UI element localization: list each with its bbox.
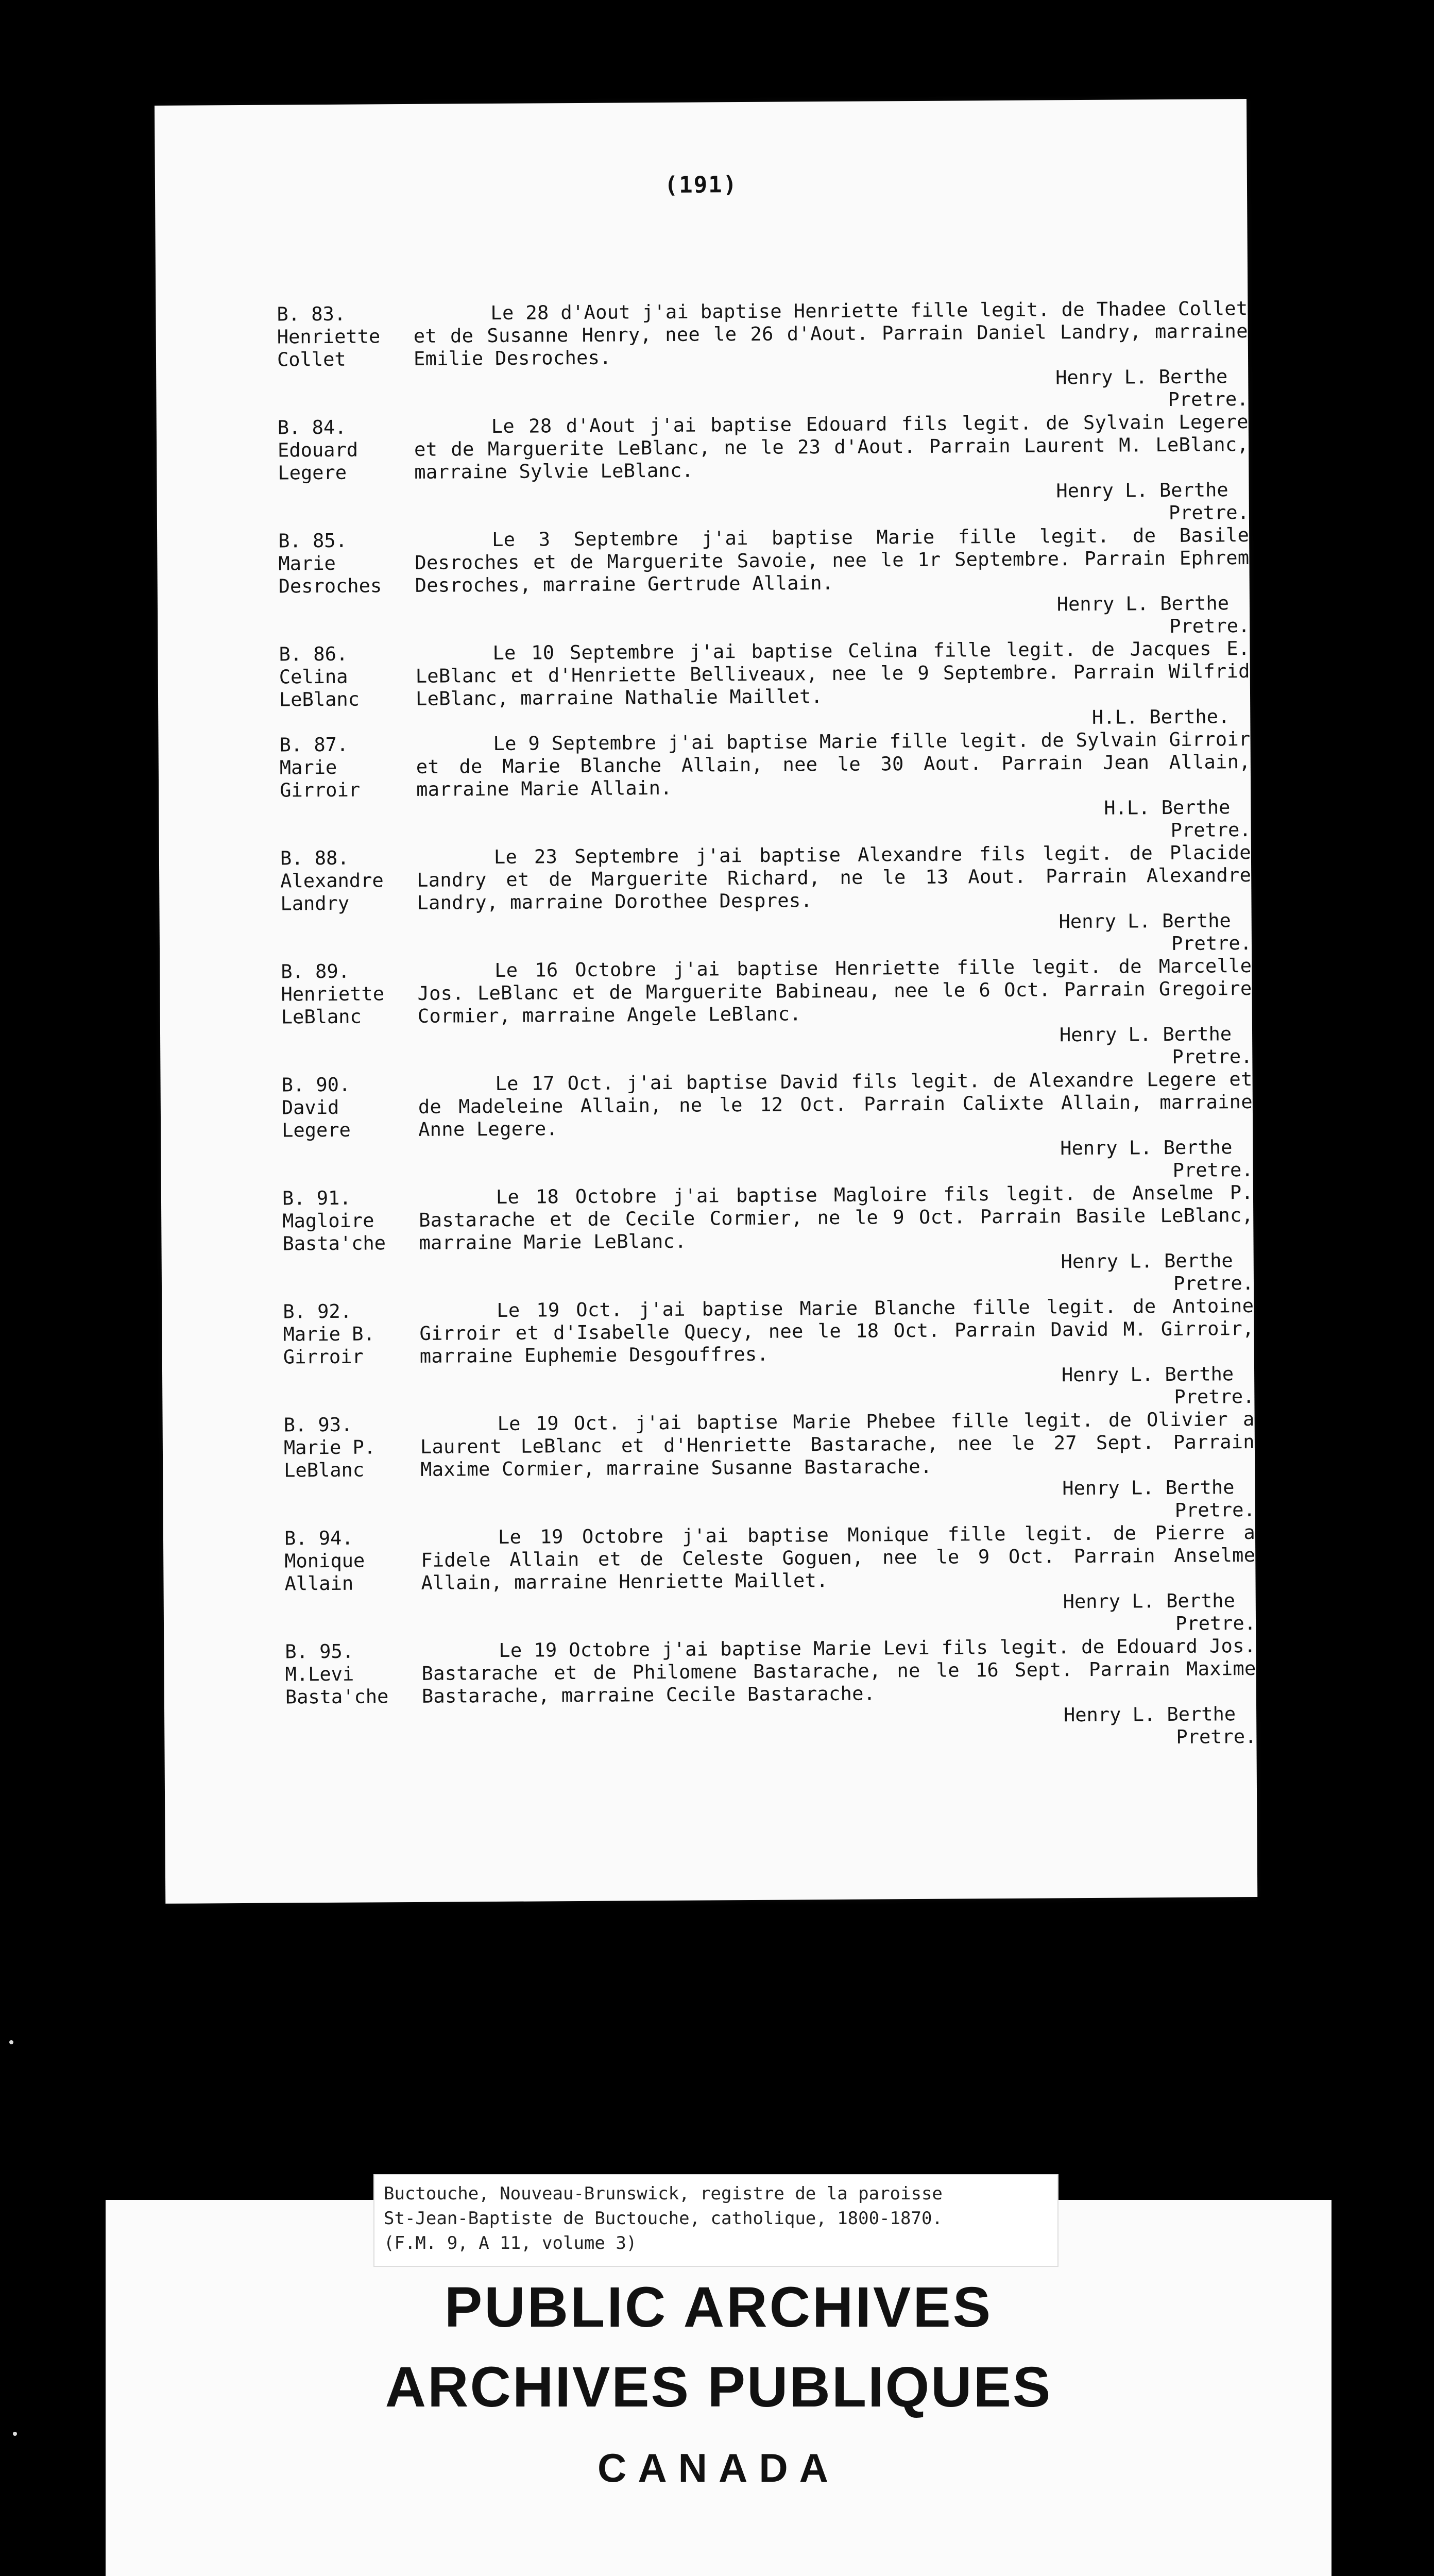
archive-title-french: ARCHIVES PUBLIQUES (385, 2355, 1052, 2419)
priest-title: Pretre. (1173, 1272, 1254, 1295)
baptism-entry (281, 955, 1260, 1074)
entry-text: Le 16 Octobre j'ai baptise Henriette fille legit. de Marcelle Jos. LeBlanc et de Marguerite Babineau, nee le 6 Oct. Parrain Gregoire Cormier, marraine Angele LeBlanc. (417, 955, 1252, 1027)
page-number: (191) (664, 172, 738, 198)
entry-margin-label (281, 960, 418, 1074)
margin-line: Basta'che (282, 1232, 386, 1255)
margin-line: Desroches (278, 574, 382, 598)
priest-signature: Henry L. Berthe (1059, 909, 1231, 933)
margin-line: LeBlanc (284, 1459, 365, 1482)
baptism-entry (282, 1181, 1261, 1301)
margin-line: B. 92. (283, 1300, 352, 1323)
entry-body (421, 1635, 1256, 1753)
margin-line: B. 90. (281, 1073, 351, 1096)
margin-line: Monique (284, 1549, 365, 1572)
baptism-entry (279, 637, 1258, 734)
priest-title: Pretre. (1174, 1385, 1255, 1408)
priest-signature: Henry L. Berthe (1060, 1136, 1233, 1160)
baptism-entry (285, 1635, 1264, 1754)
entry-text: Le 28 d'Aout j'ai baptise Edouard fils legit. de Sylvain Legere et de Marguerite LeBlanc, ne le 23 d'Aout. Parrain Laurent M. LeBlanc, marraine Sylvie LeBlanc. (414, 411, 1249, 483)
entry-body (414, 411, 1249, 529)
priest-signature: Henry L. Berthe (1061, 1363, 1234, 1386)
margin-line: Henriette (281, 982, 385, 1006)
priest-title: Pretre. (1176, 1725, 1257, 1748)
priest-signature: Henry L. Berthe (1063, 1589, 1235, 1613)
archive-source-label (373, 2174, 1059, 2267)
entry-margin-label (284, 1527, 421, 1641)
entry-body (420, 1408, 1255, 1527)
entry-margin-label (280, 846, 417, 961)
margin-line: B. 95. (285, 1640, 354, 1663)
entry-text: Le 3 Septembre j'ai baptise Marie fille legit. de Basile Desroches et de Marguerite Savoie, nee le 1r Septembre. Parrain Ephrem Desroches, marraine Gertrude Allain. (415, 524, 1250, 597)
priest-signature: Henry L. Berthe (1056, 592, 1230, 616)
priest-signature: Henry L. Berthe (1055, 365, 1228, 389)
entry-body (419, 1295, 1254, 1413)
entry-body (416, 728, 1251, 846)
baptism-entry (278, 524, 1257, 643)
priest-signature: H.L. Berthe (1104, 796, 1231, 819)
margin-line: Allain (284, 1572, 354, 1595)
archive-title-english: PUBLIC ARCHIVES (444, 2276, 993, 2339)
baptism-entry (277, 297, 1256, 417)
margin-line: Girroir (283, 1345, 364, 1368)
priest-title: Pretre. (1170, 819, 1251, 841)
margin-line: B. 93. (283, 1413, 353, 1436)
margin-line: Basta'che (285, 1685, 389, 1708)
margin-line: Legere (282, 1118, 351, 1142)
entry-body (418, 1068, 1253, 1187)
margin-line: Marie (279, 756, 337, 779)
baptism-entry (281, 1068, 1260, 1188)
archive-label-line: St-Jean-Baptiste de Buctouche, catholique, 1800-1870. (384, 2208, 943, 2229)
entry-body (421, 1521, 1256, 1640)
margin-line: Marie B. (283, 1323, 375, 1346)
entry-margin-label (282, 1187, 419, 1301)
entry-body (419, 1181, 1254, 1300)
entry-text: Le 9 Septembre j'ai baptise Marie fille legit. de Sylvain Girroir et de Marie Blanche Allain, nee le 30 Aout. Parrain Jean Allain, marraine Marie Allain. (416, 728, 1251, 801)
margin-line: Legere (278, 461, 347, 484)
entry-margin-label (284, 1413, 421, 1528)
margin-line: Henriette (277, 325, 381, 348)
priest-signature: Henry L. Berthe (1061, 1249, 1233, 1273)
entry-margin-label (283, 1300, 420, 1414)
baptism-entries (277, 297, 1264, 1754)
baptism-entry (279, 728, 1258, 848)
baptism-entry (284, 1521, 1264, 1641)
margin-line: B. 88. (280, 846, 349, 870)
priest-signature: Henry L. Berthe (1056, 479, 1228, 502)
entry-body (417, 955, 1252, 1073)
archive-label-line: Buctouche, Nouveau-Brunswick, registre de la paroisse (384, 2183, 943, 2204)
margin-line: B. 94. (284, 1527, 353, 1550)
entry-text: Le 18 Octobre j'ai baptise Magloire fils legit. de Anselme P. Bastarache et de Cecile Cormier, ne le 9 Oct. Parrain Basile LeBlanc, marraine Marie LeBlanc. (419, 1181, 1254, 1254)
margin-line: B. 86. (279, 642, 348, 666)
margin-line: Magloire (282, 1209, 374, 1232)
margin-line: Collet (277, 348, 346, 371)
entry-body (415, 524, 1250, 642)
priest-title: Pretre. (1175, 1612, 1256, 1635)
entry-text: Le 19 Octobre j'ai baptise Monique fille legit. de Pierre a Fidele Allain et de Celeste Goguen, nee le 9 Oct. Parrain Anselme Allain, marraine Henriette Maillet. (421, 1521, 1256, 1594)
entry-margin-label (279, 642, 416, 734)
priest-title: Pretre. (1171, 932, 1252, 955)
priest-signature: H.L. Berthe. (1091, 705, 1230, 728)
entry-text: Le 28 d'Aout j'ai baptise Henriette fille legit. de Thadee Collet et de Susanne Henry, nee le 26 d'Aout. Parrain Daniel Landry, marraine Emilie Desroches. (413, 297, 1248, 370)
margin-line: Edouard (277, 438, 358, 462)
margin-line: LeBlanc (279, 688, 360, 711)
margin-line: B. 91. (282, 1187, 351, 1210)
film-speck (13, 2432, 17, 2436)
margin-line: Girroir (279, 778, 361, 802)
baptism-entry (278, 411, 1257, 530)
margin-line: Celina (279, 665, 348, 688)
priest-signature: Henry L. Berthe (1063, 1703, 1236, 1726)
entry-margin-label (285, 1640, 422, 1754)
register-page (155, 99, 1257, 1904)
film-speck (9, 2040, 13, 2044)
baptism-entry (283, 1295, 1262, 1414)
archive-label-line: (F.M. 9, A 11, volume 3) (384, 2233, 637, 2253)
entry-margin-label (281, 1073, 418, 1188)
entry-margin-label (277, 302, 414, 417)
margin-line: B. 89. (281, 960, 350, 983)
priest-title: Pretre. (1172, 1045, 1253, 1068)
priest-title: Pretre. (1172, 1159, 1253, 1181)
entry-text: Le 10 Septembre j'ai baptise Celina fille legit. de Jacques E. LeBlanc et d'Henriette Belliveaux, nee le 9 Septembre. Parrain Wilfrid LeBlanc, marraine Nathalie Maillet. (415, 637, 1250, 710)
entry-margin-label (278, 416, 415, 530)
entry-body (415, 637, 1250, 733)
priest-signature: Henry L. Berthe (1062, 1476, 1235, 1500)
margin-line: B. 83. (277, 302, 346, 326)
priest-title: Pretre. (1168, 388, 1249, 411)
entry-margin-label (279, 733, 416, 848)
entry-text: Le 19 Octobre j'ai baptise Marie Levi fils legit. de Edouard Jos. Bastarache et de Philomene Bastarache, ne le 16 Sept. Parrain Maxime Bastarache, marraine Cecile Bastarache. (421, 1634, 1256, 1707)
entry-text: Le 23 Septembre j'ai baptise Alexandre fils legit. de Placide Landry et de Marguerite Richard, ne le 13 Aout. Parrain Alexandre Landry, marraine Dorothee Despres. (417, 841, 1252, 914)
baptism-entry (280, 841, 1259, 961)
margin-line: LeBlanc (281, 1005, 362, 1028)
archive-title-country: CANADA (598, 2445, 840, 2490)
margin-line: Alexandre (280, 869, 384, 892)
priest-title: Pretre. (1168, 501, 1249, 524)
margin-line: Marie (278, 552, 336, 575)
baptism-entry (284, 1408, 1263, 1528)
priest-title: Pretre. (1169, 615, 1250, 637)
margin-line: David (281, 1096, 339, 1119)
entry-text: Le 19 Oct. j'ai baptise Marie Blanche fille legit. de Antoine Girroir et d'Isabelle Quecy, nee le 18 Oct. Parrain David M. Girroir, marraine Euphemie Desgouffres. (419, 1295, 1254, 1367)
margin-line: M.Levi (285, 1663, 354, 1686)
entry-text: Le 17 Oct. j'ai baptise David fils legit. de Alexandre Legere et de Madeleine Allain, ne le 12 Oct. Parrain Calixte Allain, marraine Anne Legere. (418, 1068, 1253, 1141)
margin-line: B. 84. (277, 416, 347, 439)
entry-margin-label (278, 529, 415, 643)
entry-body (413, 297, 1248, 416)
margin-line: Landry (280, 892, 350, 915)
margin-line: B. 87. (279, 733, 349, 756)
margin-line: B. 85. (278, 529, 347, 552)
priest-title: Pretre. (1174, 1498, 1255, 1521)
archive-card (106, 2183, 1331, 2576)
entry-text: Le 19 Oct. j'ai baptise Marie Phebee fille legit. de Olivier a Laurent LeBlanc et d'Henriette Bastarache, nee le 27 Sept. Parrain Maxime Cormier, marraine Susanne Bastarache. (420, 1408, 1255, 1481)
priest-signature: Henry L. Berthe (1059, 1023, 1232, 1046)
margin-line: Marie P. (283, 1436, 376, 1459)
entry-body (417, 841, 1252, 960)
